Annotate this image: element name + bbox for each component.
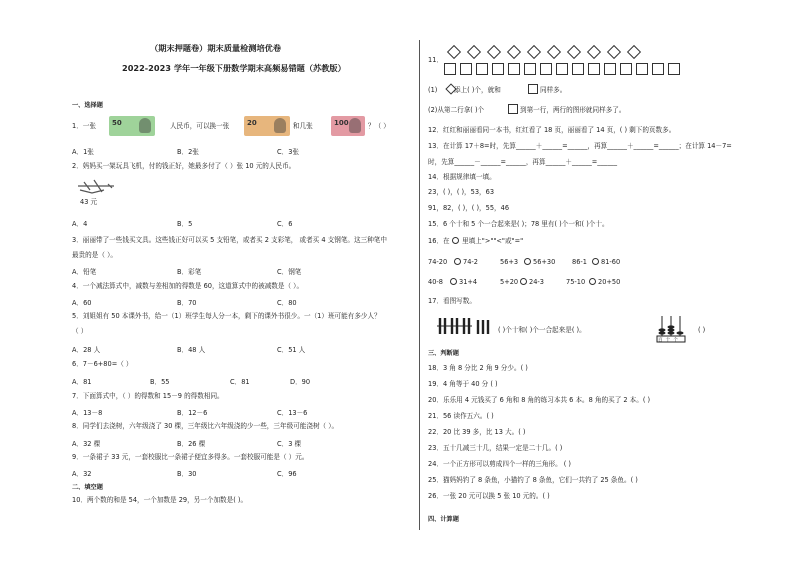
abacus-label-hundreds: 百 [658, 338, 666, 343]
section-choice: 一、选择题 [72, 102, 103, 109]
diamond-icon [567, 45, 581, 59]
q1-option-b: B．2张 [177, 148, 199, 156]
q8-option-a: A．32 棵 [72, 440, 101, 448]
q3-option-b: B．彩笔 [177, 268, 202, 276]
q11-label: 11． [428, 56, 443, 64]
compare-left: 75-10 [566, 278, 586, 286]
diamond-icon [607, 45, 621, 59]
bill-20-label: 20 [247, 119, 257, 127]
diamond-icon [507, 45, 521, 59]
diamond-icon [627, 45, 641, 59]
q9-option-c: C．96 [277, 470, 297, 478]
q2-option-c: C．6 [277, 220, 293, 228]
q8-option-b: B．26 棵 [177, 440, 206, 448]
q11-1-text: 添上( )个，就和 [454, 86, 501, 94]
section-calculation: 四、计算题 [428, 516, 459, 523]
diamond-row [444, 42, 644, 61]
exam-title: （期末押题卷）期末质量检测培优卷 [150, 43, 282, 53]
square-icon [444, 63, 456, 75]
q9-option-b: B．30 [177, 470, 197, 478]
compare-circle-icon [452, 237, 459, 244]
portrait-icon [349, 118, 361, 133]
compare-right: 74-2 [463, 258, 478, 266]
q5-text-line1: 5．刘姐姐有 50 本课外书，给一（1）班学生每人分一本，剩下的课外书很少。一（1）班可能有多少人？ [72, 312, 381, 320]
section-true-false: 三、判断题 [428, 350, 459, 357]
q7-option-a: A．13－8 [72, 409, 103, 417]
q3-option-c: C．钢笔 [277, 268, 302, 276]
q1-part-c: 和几张 [293, 122, 313, 130]
square-icon [620, 63, 632, 75]
q1-part-b: 人民币，可以换一张 [170, 122, 230, 130]
square-icon [540, 63, 552, 75]
q5-option-c: C．51 人 [277, 346, 306, 354]
q9-option-a: A．32 [72, 470, 92, 478]
q1-option-a: A．1张 [72, 148, 94, 156]
q3-text-line2: 最贵的是（ ）。 [72, 251, 117, 259]
square-icon [508, 104, 518, 114]
compare-right: 56+30 [533, 258, 556, 266]
q6-option-a: A．81 [72, 378, 92, 386]
portrait-icon [139, 118, 151, 133]
q2-text: 2．妈妈买一架玩具飞机，付的钱正好，她最多付了（ ）张 10 元的人民币。 [72, 162, 296, 170]
compare-left: 5+20 [500, 278, 519, 286]
q11-2-suffix: 到第一行，两行的图形就同样多了。 [520, 106, 626, 114]
compare-circle-icon[interactable] [524, 258, 531, 265]
q4-option-a: A．60 [72, 299, 92, 307]
left-column [72, 0, 412, 562]
q11-2-prefix: (2)从第二行拿( )个 [428, 106, 485, 114]
q18-text: 18．3 角 8 分比 2 角 9 分少。( ) [428, 364, 528, 372]
q17-abacus-answer: ( ) [698, 326, 706, 334]
q5-option-b: B．48 人 [177, 346, 206, 354]
column-divider [419, 40, 420, 530]
square-icon [556, 63, 568, 75]
abacus-label-ones: 个 [673, 338, 681, 343]
q13-text-line1: 13．在计算 17＋8=时，先算______＋______=______，再算______＋______=______；在计算 14－7= [428, 142, 732, 150]
q3-option-a: A．铅笔 [72, 268, 97, 276]
diamond-icon [527, 45, 541, 59]
right-column [428, 0, 788, 562]
q2-price: 43 元 [80, 198, 98, 206]
square-icon [476, 63, 488, 75]
q7-text: 7．下面算式中，（ ）的得数和 15－9 的得数相同。 [72, 392, 224, 400]
q6-option-d: D．90 [290, 378, 311, 386]
q8-text: 8．同学们去浇树，六年级浇了 30 棵，三年级比六年级浇的少一些，三年级可能浇树（ ）。 [72, 422, 339, 430]
q25-text: 25．猫妈妈钓了 8 条鱼，小猫钓了 8 条鱼，它们一共钓了 25 条鱼。( ) [428, 476, 638, 484]
square-icon [668, 63, 680, 75]
abacus-labels [658, 337, 681, 345]
q14-text: 14．根据规律填一填。 [428, 173, 496, 181]
square-row [444, 60, 684, 79]
q16-suffix: 里填上">""<"或"=" [462, 237, 524, 245]
q2-option-a: A．4 [72, 220, 88, 228]
q26-text: 26．一张 20 元可以换 5 张 10 元的。( ) [428, 492, 550, 500]
compare-right: 20+50 [598, 278, 621, 286]
bill-100-label: 100 [334, 119, 349, 127]
square-icon [524, 63, 536, 75]
abacus-label-tens: 十 [665, 338, 674, 343]
q21-text: 21．56 读作五六。( ) [428, 412, 494, 420]
q20-text: 20．乐乐用 4 元钱买了 6 角和 8 角的练习本共 6 本。8 角的买了 2 本。( ) [428, 396, 651, 404]
q4-text: 4．一个减法算式中，减数与差相加的得数是 60，这道算式中的被减数是（ ）。 [72, 282, 304, 290]
square-icon [604, 63, 616, 75]
q19-text: 19．4 角等于 40 分 ( ) [428, 380, 498, 388]
q23-text: 23．五十几减三十几，结果一定是二十几。( ) [428, 444, 563, 452]
q15-text: 15．6 个十和 5 个一合起来是( )；78 里有( )个一和( )个十。 [428, 220, 609, 228]
q14-sequence-1: 23，( )，( )，53，63 [428, 188, 495, 196]
compare-right: 31+4 [459, 278, 478, 286]
q7-option-c: C．13－6 [277, 409, 308, 417]
q22-text: 22．20 比 39 多，比 13 大。( ) [428, 428, 526, 436]
square-icon [588, 63, 600, 75]
bill-100-yuan-image [331, 116, 365, 136]
counting-sticks-image [436, 316, 494, 336]
compare-left: 86-1 [572, 258, 587, 266]
q8-option-c: C．3 棵 [277, 440, 302, 448]
toy-plane-image [74, 176, 120, 196]
compare-circle-icon[interactable] [454, 258, 461, 265]
diamond-icon [447, 45, 461, 59]
square-icon [572, 63, 584, 75]
portrait-icon [274, 118, 286, 133]
q5-option-a: A．28 人 [72, 346, 101, 354]
square-icon [528, 84, 538, 94]
q11-1-prefix: (1) [428, 86, 438, 94]
diamond-icon [487, 45, 501, 59]
compare-circle-icon[interactable] [520, 278, 527, 285]
q24-text: 24．一个正方形可以剪成四个一样的三角形。 ( ) [428, 460, 572, 468]
compare-circle-icon[interactable] [450, 278, 457, 285]
square-icon [492, 63, 504, 75]
diamond-icon [547, 45, 561, 59]
section-fill-blank: 二、填空题 [72, 484, 103, 491]
bill-50-yuan-image [109, 116, 155, 136]
compare-circle-icon[interactable] [592, 258, 599, 265]
q11-1-suffix: 同样多。 [540, 86, 567, 94]
q4-option-c: C．80 [277, 299, 297, 307]
q1-part-d: ？（ ） [368, 122, 390, 130]
q14-sequence-2: 91，82，( )，( )，55，46 [428, 204, 510, 212]
q6-option-c: C．81 [230, 378, 250, 386]
q6-option-b: B．55 [150, 378, 170, 386]
compare-left: 74-20 [428, 258, 448, 266]
q1-option-c: C．3张 [277, 148, 299, 156]
q17-answer-text: ( )个十和( )个一合起来是( )。 [498, 326, 586, 334]
q12-text: 12．红红和丽丽看同一本书，红红看了 18 页，丽丽看了 14 页，( ) 剩下的页数多。 [428, 126, 676, 134]
diamond-icon [587, 45, 601, 59]
compare-right: 81-60 [601, 258, 621, 266]
compare-right: 24-3 [529, 278, 544, 286]
compare-circle-icon[interactable] [589, 278, 596, 285]
square-icon [652, 63, 664, 75]
q7-option-b: B．12－6 [177, 409, 208, 417]
q2-option-b: B．5 [177, 220, 193, 228]
q10-text: 10．两个数的和是 54，一个加数是 29，另一个加数是( )。 [72, 496, 248, 504]
q1-part-a: 1．一张 [72, 122, 96, 130]
bill-50-label: 50 [112, 119, 122, 127]
q5-text-line2: （ ） [72, 327, 88, 335]
exam-subtitle: 2022-2023 学年一年级下册数学期末高频易错题（苏教版） [122, 63, 346, 73]
q9-text: 9．一条裙子 33 元，一套校服比一条裙子便宜多得多。一套校服可能是（ ）元。 [72, 453, 309, 461]
diamond-icon [467, 45, 481, 59]
q6-text: 6．7－6+80=（ ） [72, 360, 133, 368]
q17-text: 17．看图写数。 [428, 297, 476, 305]
bill-20-yuan-image [244, 116, 290, 136]
square-icon [508, 63, 520, 75]
square-icon [636, 63, 648, 75]
compare-left: 56+3 [500, 258, 519, 266]
q13-text-line2: 时，先算______－______=______，再算______＋______=______ [428, 158, 618, 166]
q16-prefix: 16．在 [428, 237, 450, 245]
square-icon [460, 63, 472, 75]
q3-text-line1: 3．丽丽带了一些钱买文具。这些钱正好可以买 5 支铅笔，或者买 2 支彩笔， 或者买 4 支钢笔。这三种笔中 [72, 236, 387, 244]
q4-option-b: B．70 [177, 299, 197, 307]
compare-left: 40-8 [428, 278, 443, 286]
